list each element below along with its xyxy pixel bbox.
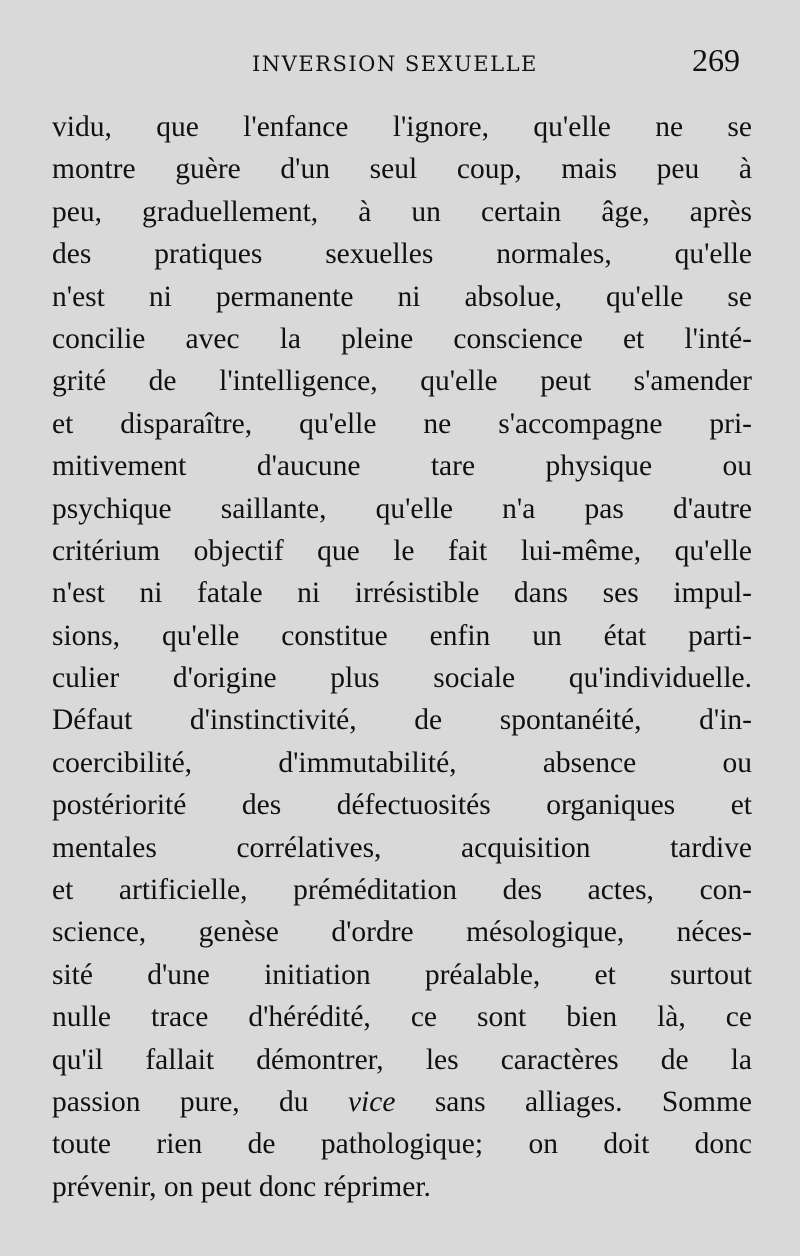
text-line: sité d'une initiation préalable, et surtout [52,958,752,991]
text-line: culier d'origine plus sociale qu'individuelle. [52,662,752,695]
text-line: n'est ni fatale ni irrésistible dans ses impul- [52,577,752,610]
text-line: des pratiques sexuelles normales, qu'elle [52,238,752,271]
text-segment: passion pure, du [52,1085,348,1118]
text-line: Défaut d'instinctivité, de spontanéité, d'in- [52,704,752,737]
text-line-with-italic [52,1081,752,1123]
page-number: 269 [692,42,740,78]
text-segment: sans alliages. Somme [395,1085,753,1118]
text-line: qu'il fallait démontrer, les caractères de la [52,1043,752,1076]
body-text [52,106,752,1208]
italic-word: vice [347,1085,396,1118]
text-line: grité de l'intelligence, qu'elle peut s'amender [52,365,752,398]
text-line: concilie avec la pleine conscience et l'inté- [52,322,752,355]
text-line: mitivement d'aucune tare physique ou [52,450,752,483]
text-line: psychique saillante, qu'elle n'a pas d'autre [52,492,752,525]
text-line: nulle trace d'hérédité, ce sont bien là, ce [52,1001,752,1034]
page-header [60,38,740,88]
text-line: toute rien de pathologique; on doit donc [52,1128,752,1161]
text-line: peu, graduellement, à un certain âge, après [52,195,752,228]
running-head: INVERSION SEXUELLE [252,52,538,76]
text-line: mentales corrélatives, acquisition tardive [52,831,752,864]
text-line: sions, qu'elle constitue enfin un état parti- [52,619,752,652]
text-line: postériorité des défectuosités organiques et [52,789,752,822]
text-line: n'est ni permanente ni absolue, qu'elle se [52,280,752,313]
text-line: vidu, que l'enfance l'ignore, qu'elle ne se [52,111,752,143]
text-line: science, genèse d'ordre mésologique, néces- [52,916,752,949]
text-line: critérium objectif que le fait lui-même, qu'elle [52,534,752,567]
text-line: et disparaître, qu'elle ne s'accompagne pri- [52,407,752,440]
text-line: montre guère d'un seul coup, mais peu à [52,153,752,186]
text-line: et artificielle, préméditation des actes, con- [52,874,752,907]
text-line-last: prévenir, on peut donc réprimer. [52,1170,431,1203]
text-line: coercibilité, d'immutabilité, absence ou [52,746,752,779]
